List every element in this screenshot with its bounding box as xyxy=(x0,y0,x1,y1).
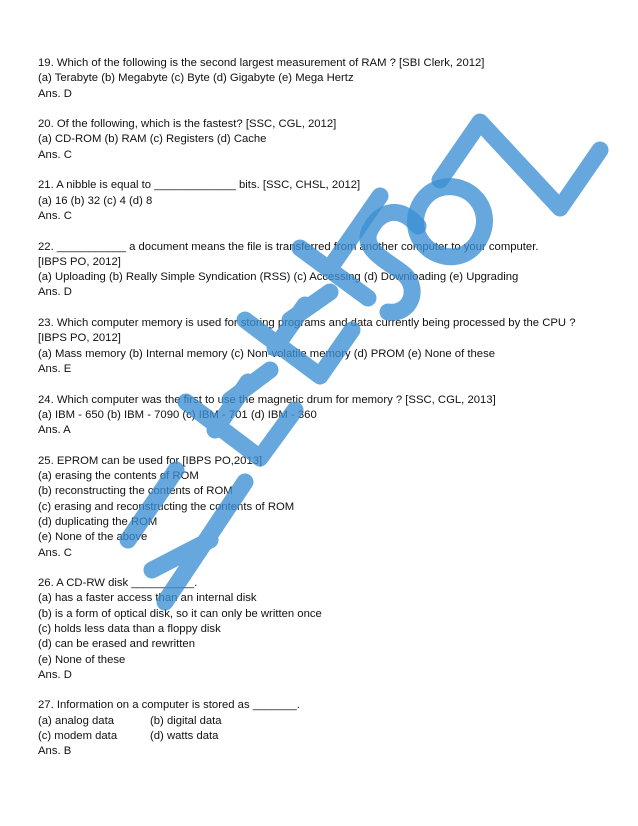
option-d: (d) duplicating the ROM xyxy=(38,515,158,528)
option-b: (b) reconstructing the contents of ROM xyxy=(38,485,233,498)
option-d: (d) watts data xyxy=(150,730,219,743)
answer-line: Ans. C xyxy=(38,546,72,559)
options-line: (a) IBM - 650 (b) IBM - 7090 (c) IBM - 701 (d) IBM - 360 xyxy=(38,408,317,421)
answer-line: Ans. C xyxy=(38,148,72,161)
option-c: (c) modem data xyxy=(38,730,118,743)
question-27 xyxy=(38,698,618,759)
question-text: 20. Of the following, which is the fastest? [SSC, CGL, 2012] xyxy=(38,118,337,131)
answer-line: Ans. A xyxy=(38,424,71,437)
document-page xyxy=(38,56,618,775)
options-line: (a) CD-ROM (b) RAM (c) Registers (d) Cache xyxy=(38,133,267,146)
question-21 xyxy=(38,178,618,224)
option-a: (a) erasing the contents of ROM xyxy=(38,470,199,483)
question-22 xyxy=(38,240,618,301)
question-text: 19. Which of the following is the second largest measurement of RAM ? [SBI Clerk, 2012] xyxy=(38,57,485,69)
question-24 xyxy=(38,393,618,439)
answer-line: Ans. C xyxy=(38,209,72,222)
question-25 xyxy=(38,454,618,561)
source-line: [IBPS PO, 2012] xyxy=(38,255,121,268)
question-text: 26. A CD-RW disk __________. xyxy=(38,577,198,590)
option-a: (a) analog data xyxy=(38,714,114,727)
option-e: (e) None of the above xyxy=(38,531,148,544)
question-text: 25. EPROM can be used for [IBPS PO,2013] xyxy=(38,454,263,467)
question-text: 27. Information on a computer is stored as _______. xyxy=(38,699,300,712)
question-20 xyxy=(38,117,618,163)
question-text: 21. A nibble is equal to _____________ bits. [SSC, CHSL, 2012] xyxy=(38,179,361,192)
answer-line: Ans. D xyxy=(38,286,72,299)
option-b: (b) is a form of optical disk, so it can only be written once xyxy=(38,607,322,620)
question-26 xyxy=(38,576,618,683)
answer-line: Ans. B xyxy=(38,745,72,758)
source-line: [IBPS PO, 2012] xyxy=(38,332,121,345)
options-line: (a) 16 (b) 32 (c) 4 (d) 8 xyxy=(38,194,153,207)
answer-line: Ans. D xyxy=(38,668,72,681)
answer-line: Ans. D xyxy=(38,87,72,100)
option-e: (e) None of these xyxy=(38,653,126,666)
option-a: (a) has a faster access than an internal disk xyxy=(38,592,257,605)
options-line: (a) Mass memory (b) Internal memory (c) Non-volatile memory (d) PROM (e) None of these xyxy=(38,347,496,360)
option-b: (b) digital data xyxy=(150,714,222,727)
option-c: (c) holds less data than a floppy disk xyxy=(38,622,221,635)
options-line: (a) Uploading (b) Really Simple Syndication (RSS) (c) Accessing (d) Downloading (e) Upgrading xyxy=(38,271,519,284)
option-c: (c) erasing and reconstructing the contents of ROM xyxy=(38,500,295,513)
answer-line: Ans. E xyxy=(38,362,72,375)
question-text: 23. Which computer memory is used for storing programs and data currently being processed by the CPU ? xyxy=(38,317,576,330)
question-19 xyxy=(38,56,618,102)
options-row-2 xyxy=(38,729,618,744)
question-23 xyxy=(38,316,618,377)
options-row-1 xyxy=(38,714,618,729)
question-text: 24. Which computer was the first to use the magnetic drum for memory ? [SSC, CGL, 2013] xyxy=(38,393,496,406)
options-line: (a) Terabyte (b) Megabyte (c) Byte (d) Gigabyte (e) Mega Hertz xyxy=(38,72,354,85)
option-d: (d) can be erased and rewritten xyxy=(38,638,195,651)
question-text: 22. ___________ a document means the file is transferred from another computer to your computer. xyxy=(38,240,539,253)
